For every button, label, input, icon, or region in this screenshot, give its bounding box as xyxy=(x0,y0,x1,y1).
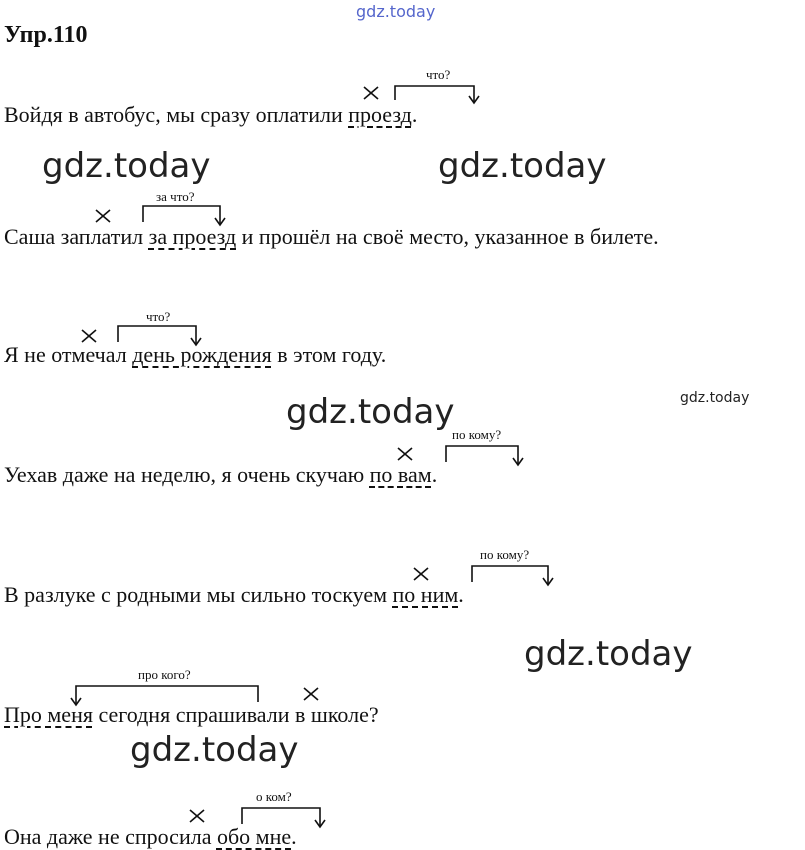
question-arrow xyxy=(143,206,225,225)
sentence-text: Войдя в автобус, мы сразу оплатили xyxy=(4,102,349,127)
watermark-small: gdz.today xyxy=(680,390,750,406)
question-label: по кому? xyxy=(452,427,502,442)
object-phrase: Про меня xyxy=(4,702,93,727)
question-arrow xyxy=(118,326,201,345)
question-label: по кому? xyxy=(480,547,530,562)
watermark: gdz.today xyxy=(286,392,455,432)
cross-mark xyxy=(96,210,110,222)
sentence-text: в этом году. xyxy=(271,342,387,367)
question-arrow xyxy=(446,446,523,465)
object-phrase: обо мне xyxy=(216,824,292,849)
object-phrase: день рождения xyxy=(132,342,272,367)
sentence-text: Уехав даже на неделю, я очень скучаю xyxy=(4,462,370,487)
sentence-text: В разлуке с родными мы сильно тоскуем xyxy=(4,582,393,607)
exercise-title: Упр.110 xyxy=(4,22,88,48)
question-arrow xyxy=(71,686,258,705)
watermark: gdz.today xyxy=(130,730,299,770)
question-arrow xyxy=(395,86,479,103)
cross-mark xyxy=(364,87,378,99)
cross-mark xyxy=(82,330,96,342)
question-label: за что? xyxy=(156,189,195,204)
object-phrase: за проезд xyxy=(148,224,237,249)
sentence-text: . xyxy=(411,102,418,127)
sentence-text: . xyxy=(291,824,297,849)
cross-mark xyxy=(414,568,428,580)
sentence-text: . xyxy=(458,582,464,607)
watermark: gdz.today xyxy=(524,634,693,674)
watermark: gdz.today xyxy=(42,146,211,186)
question-label: про кого? xyxy=(138,667,191,682)
question-arrow xyxy=(472,566,553,585)
sentence-text: Она даже не спросила xyxy=(4,824,217,849)
sentence-text: . xyxy=(431,462,438,487)
sentence-text: Саша заплатил xyxy=(4,224,149,249)
object-phrase: проезд xyxy=(348,102,412,127)
cross-mark xyxy=(304,688,318,700)
cross-mark xyxy=(190,810,204,822)
sentence-text: сегодня спрашивали в школе? xyxy=(92,702,379,727)
sentence-text: и прошёл на своё место, указанное в билете. xyxy=(236,224,659,249)
watermark-top: gdz.today xyxy=(356,2,436,21)
sentence-text: Я не отмечал xyxy=(4,342,133,367)
question-label: что? xyxy=(146,309,171,324)
object-phrase: по ним xyxy=(392,582,459,607)
question-label: о ком? xyxy=(256,789,292,804)
question-arrow xyxy=(242,808,325,827)
watermark: gdz.today xyxy=(438,146,607,186)
cross-mark xyxy=(398,448,412,460)
question-label: что? xyxy=(426,67,451,82)
object-phrase: по вам xyxy=(369,462,432,487)
